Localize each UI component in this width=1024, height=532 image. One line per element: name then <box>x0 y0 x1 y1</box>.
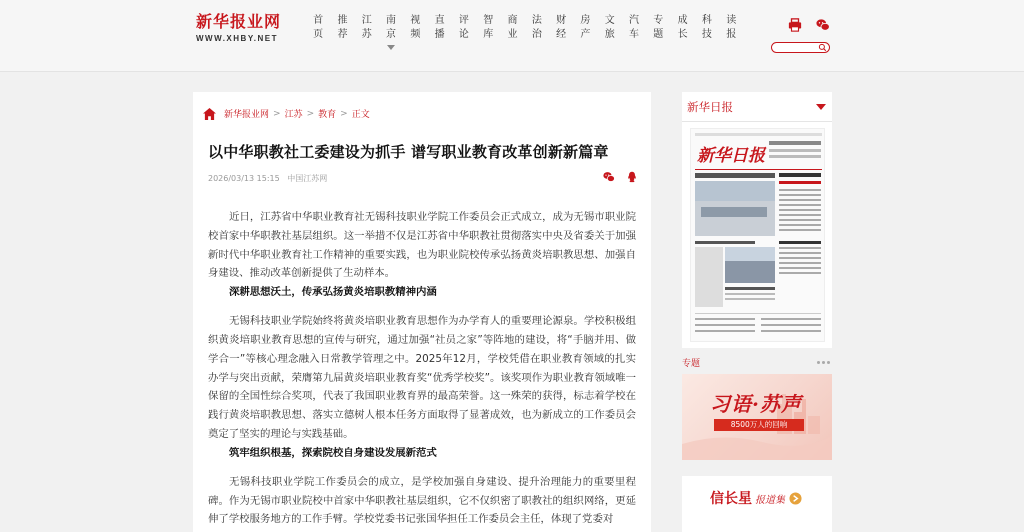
nav-item-label: 推荐 <box>337 15 348 40</box>
logo-url: WWW.XHBY.NET <box>196 34 278 43</box>
site-logo[interactable] <box>196 12 296 43</box>
nav-item[interactable] <box>622 14 646 42</box>
logo-chinese: 新华报业网 <box>196 12 282 31</box>
wechat-icon[interactable] <box>816 18 830 32</box>
wechat-share-icon[interactable] <box>603 171 615 183</box>
nav-item[interactable] <box>670 14 694 42</box>
search-icon[interactable] <box>818 43 827 52</box>
paragraph: 无锡科技职业学院工作委员会的成立，是学校加强自身建设、提升治理能力的重要里程碑。作为无锡市职业院校中首家中华职教社基层组织，它不仅织密了职教社的组织网络，更延伸了学校服务地方的工作手臂。学校党委书记张国华担任工作委员会主任，体现了党委对 <box>208 475 636 526</box>
nav-item-label: 读报 <box>726 15 737 40</box>
special-header <box>682 356 832 372</box>
article-source: 中国江苏网 <box>287 174 328 183</box>
nav-item[interactable] <box>719 14 743 42</box>
article-meta <box>208 173 332 184</box>
article-body <box>208 208 636 531</box>
nav-item[interactable] <box>330 14 354 42</box>
dropdown-arrow-icon[interactable] <box>816 104 826 110</box>
breadcrumb-education[interactable]: 教育 <box>318 110 337 120</box>
special-banner[interactable] <box>682 374 832 460</box>
paragraph: 近日，江苏省中华职业教育社无锡科技职业学院工作委员会正式成立，成为无锡市职业院校首家中华职教社基层组织。这一举措不仅是江苏省中华职教社贯彻落实中央及省委关于加强新时代中华职业教育社工作精神的重要实践，也为职业院校传承弘扬黄炎培职教思想、加强自身建设、推动改革创新提供了生动样本。 <box>208 211 636 280</box>
header-icons <box>788 18 830 32</box>
banner-skyline <box>682 374 832 460</box>
report-collection-panel[interactable] <box>682 476 832 532</box>
breadcrumb <box>203 107 370 120</box>
report-collection-title <box>710 488 802 508</box>
nav-item[interactable] <box>695 14 719 42</box>
nav-item[interactable] <box>573 14 597 42</box>
nav-item-label: 汽车 <box>629 15 639 40</box>
nav-item-label: 成长 <box>677 15 688 40</box>
newspaper-front-page-image[interactable] <box>690 128 825 342</box>
nav-item-label: 科技 <box>701 15 712 40</box>
search-box <box>771 42 830 53</box>
nav-item-label: 直播 <box>434 15 445 40</box>
special-topics-panel <box>682 356 832 461</box>
nav-item[interactable] <box>646 14 670 42</box>
banner-title: 习语·苏声 <box>710 392 802 416</box>
share-buttons <box>603 171 638 183</box>
nav-item[interactable] <box>427 14 451 42</box>
section-heading: 深耕思想沃土，传承弘扬黄炎培职教精神内涵 <box>229 286 437 299</box>
report-collection-sub: 报道集 <box>755 494 785 506</box>
nav-item[interactable] <box>379 14 403 42</box>
arrow-right-circle-icon[interactable] <box>789 492 802 505</box>
search-input[interactable] <box>772 52 818 61</box>
report-collection-name: 信长星 <box>710 491 752 507</box>
more-dots-icon[interactable] <box>817 361 830 364</box>
nav-item-label: 房产 <box>580 15 591 40</box>
nav-item[interactable] <box>525 14 549 42</box>
site-header <box>0 0 1024 72</box>
svg-text:新华日报: 新华日报 <box>697 146 765 166</box>
article-panel <box>193 92 651 532</box>
nav-item[interactable] <box>549 14 573 42</box>
paragraph: 无锡科技职业学院始终将黄炎培职业教育思想作为办学育人的重要理论源泉。学校积极组织黄炎培职业教育思想的宣传与研究，通过加强“社员之家”等阵地的建设，将“手脑并用、做学合一”等核心理念融入日常教学管理之中。2025年12月，学校凭借在职业教育领域的扎实办学与突出贡献，荣膺第九届黄炎培职业教育奖“优秀学校奖”。该奖项作为职业教育领域唯一保留的全国性综合奖项，代表了我国职业教育界的最高荣誉。这一殊荣的获得，标志着学校在践行黄炎培职教思想、落实立德树人根本任务方面取得了显著成效，也为新成立的工作委员会奠定了坚实的理论与实践基础。 <box>208 315 636 440</box>
special-title: 专题 <box>682 359 701 369</box>
breadcrumb-current[interactable]: 正文 <box>351 110 370 120</box>
nav-item[interactable] <box>476 14 500 42</box>
breadcrumb-separator: > <box>306 108 315 119</box>
nav-item[interactable] <box>452 14 476 42</box>
nav-item-label: 首页 <box>313 15 324 40</box>
breadcrumb-separator: > <box>273 108 281 119</box>
newspaper-thumbnail <box>691 129 825 342</box>
newspaper-panel <box>682 92 832 348</box>
section-heading: 筑牢组织根基，探索院校自身建设发展新范式 <box>229 446 437 459</box>
article-title: 以中华职教社工委建设为抓手 谱写职业教育改革创新新篇章 <box>208 143 609 161</box>
nav-item-label: 评论 <box>458 15 469 40</box>
print-icon[interactable] <box>788 18 802 32</box>
banner-subtitle: 8500万人的回响 <box>714 419 804 431</box>
nav-item-label: 专题 <box>653 15 664 40</box>
breadcrumb-separator: > <box>340 108 348 119</box>
nav-item-label: 商业 <box>507 15 518 40</box>
nav-item[interactable] <box>500 14 524 42</box>
nav-item-label: 视频 <box>410 15 421 40</box>
nav-item-label: 法治 <box>531 15 542 40</box>
nav-item-label: 智库 <box>483 15 494 40</box>
breadcrumb-home[interactable]: 新华报业网 <box>224 110 270 120</box>
nav-item[interactable] <box>598 14 622 42</box>
nav-item-label: 财经 <box>556 15 567 40</box>
breadcrumb-jiangsu[interactable]: 江苏 <box>284 110 303 120</box>
home-icon[interactable] <box>203 108 216 120</box>
nav-item-label: 江苏 <box>361 15 372 40</box>
nav-item[interactable] <box>403 14 427 42</box>
qq-share-icon[interactable] <box>626 171 638 183</box>
newspaper-title: 新华日报 <box>687 99 733 114</box>
main-nav <box>306 14 743 42</box>
article-date: 2026/03/13 15:15 <box>208 174 280 183</box>
nav-item[interactable] <box>355 14 379 42</box>
nav-item[interactable] <box>306 14 330 42</box>
newspaper-header[interactable] <box>682 92 832 122</box>
nav-item-label: 文旅 <box>604 15 615 40</box>
nav-item-label: 南京 <box>386 15 397 40</box>
